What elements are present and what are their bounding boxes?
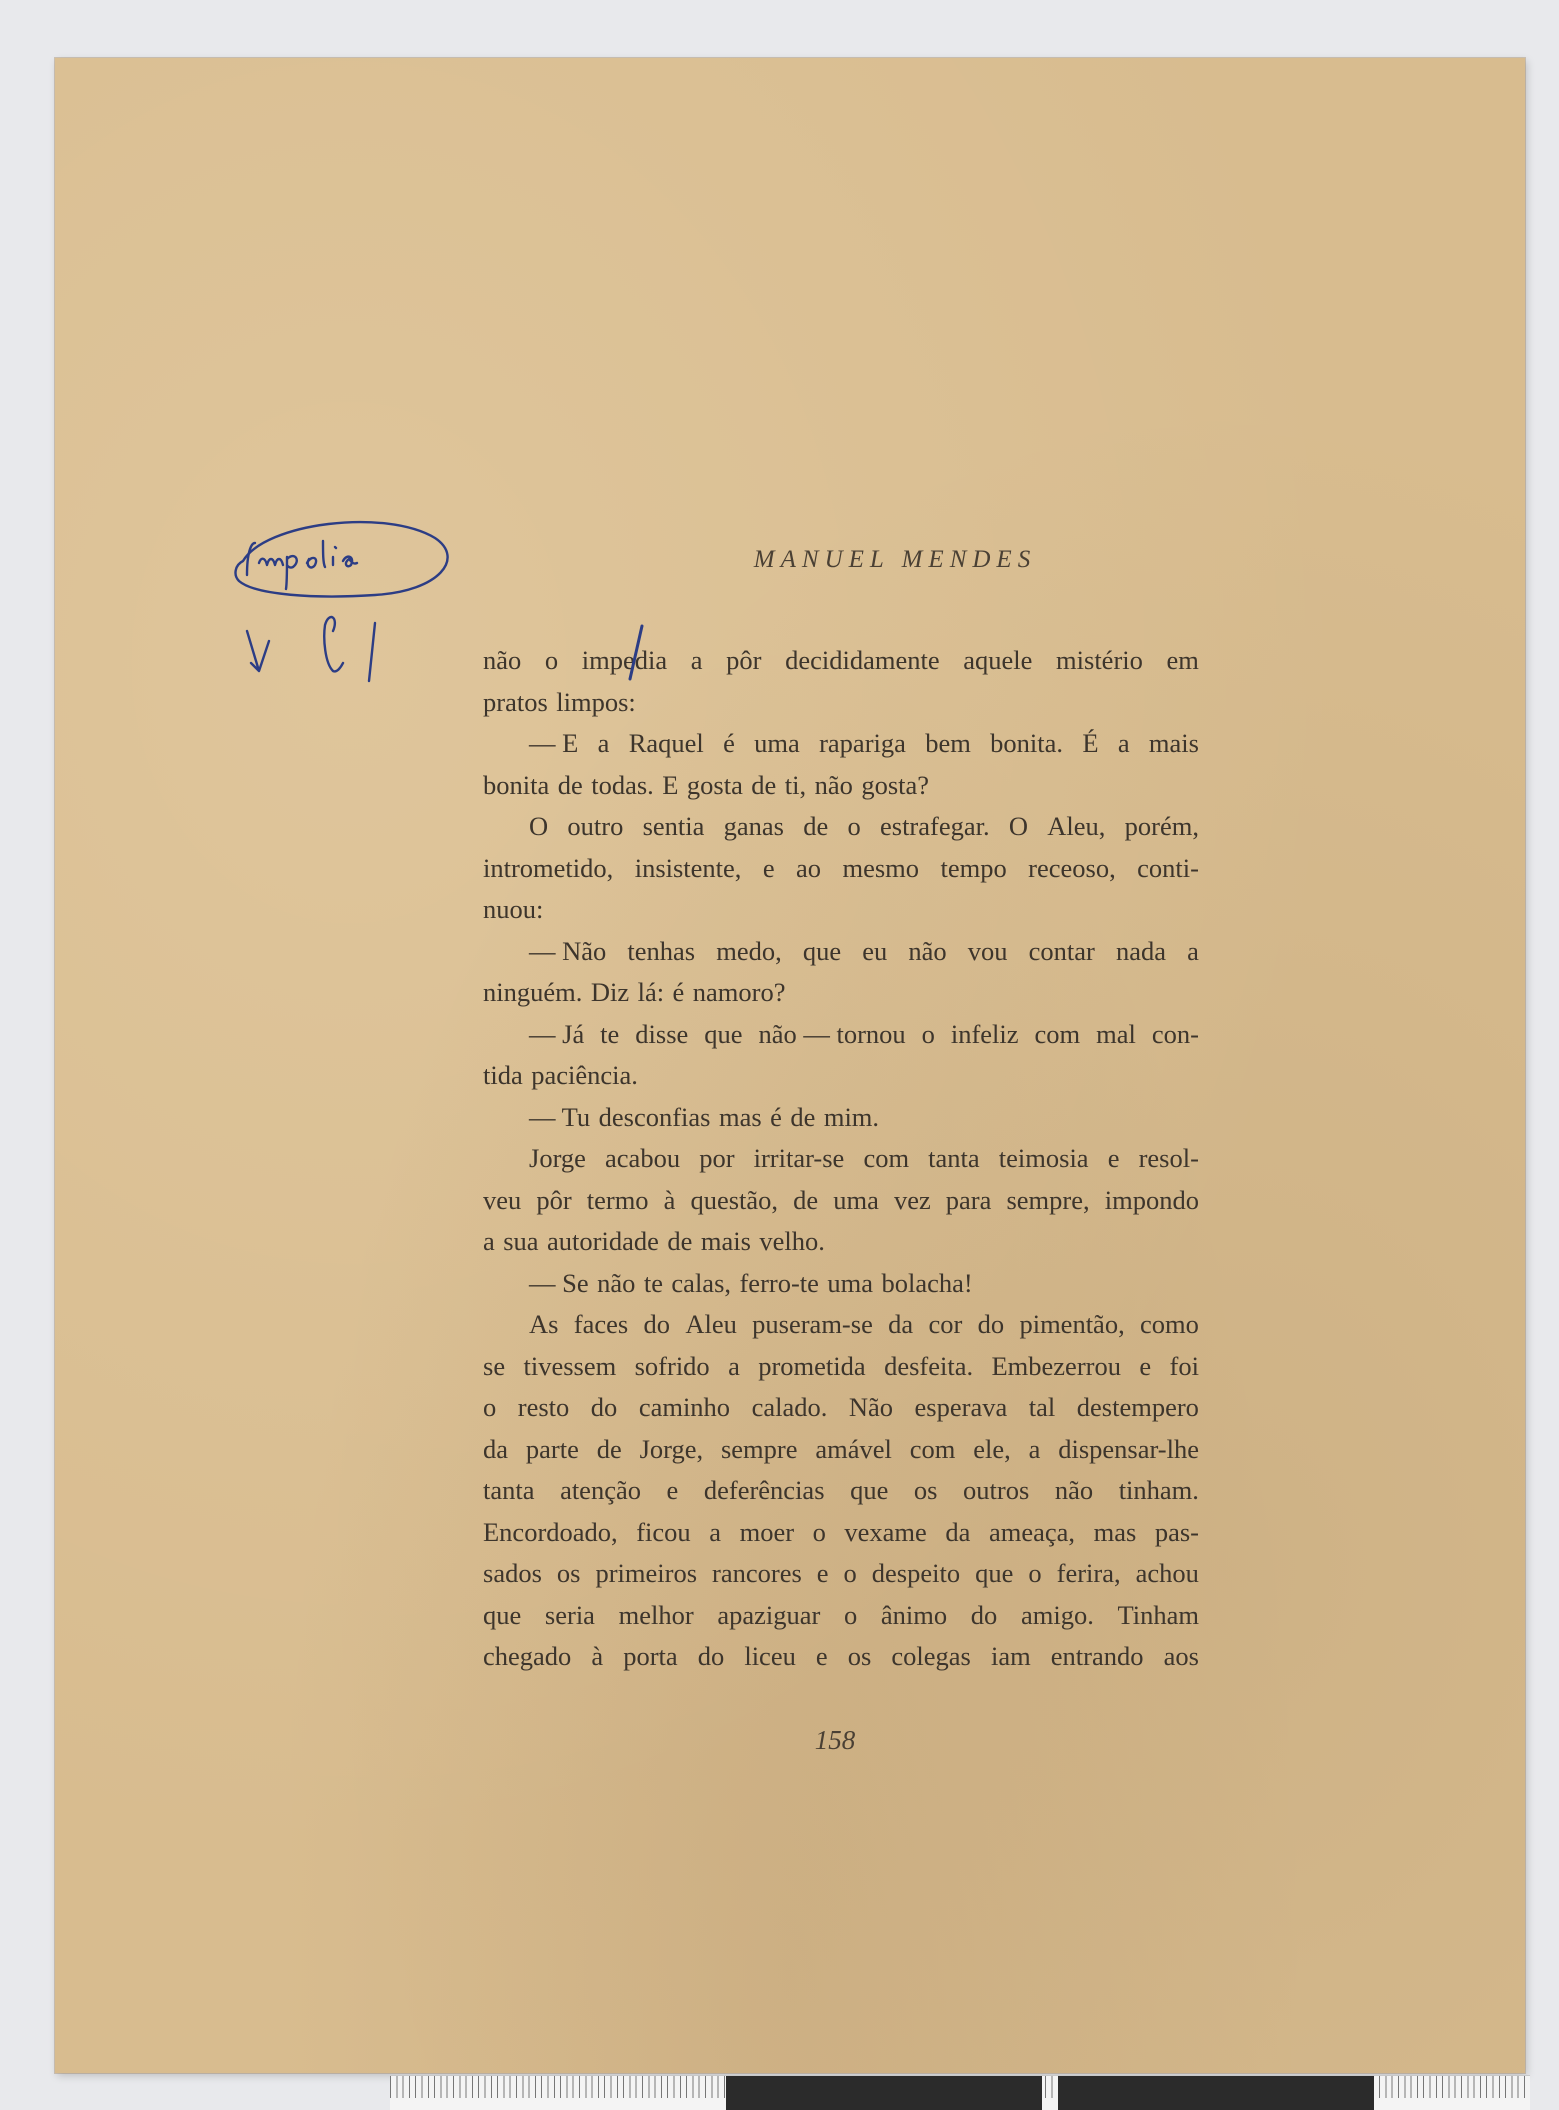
text-line bbox=[483, 1636, 1199, 1678]
word: nuou: bbox=[483, 894, 544, 924]
word: pôr bbox=[726, 645, 762, 675]
word: não bbox=[1054, 1475, 1094, 1505]
word: O bbox=[529, 811, 549, 841]
word: — Não bbox=[529, 935, 607, 966]
word: limpos: bbox=[556, 686, 636, 717]
scale-ruler bbox=[390, 2075, 1530, 2110]
word: do bbox=[970, 1599, 998, 1630]
word: mal bbox=[1096, 1018, 1136, 1049]
word: receoso, bbox=[1028, 852, 1116, 883]
word: lá: bbox=[637, 977, 665, 1007]
word: As bbox=[529, 1309, 559, 1339]
word: todas. bbox=[591, 769, 654, 800]
word: a bbox=[597, 728, 610, 758]
word: te bbox=[643, 1267, 663, 1298]
text-line bbox=[483, 1387, 1199, 1429]
word: tal bbox=[1028, 1392, 1056, 1422]
word: amigo. bbox=[1020, 1599, 1094, 1630]
word: eu bbox=[862, 935, 888, 966]
word: moer bbox=[739, 1516, 795, 1547]
word: termo bbox=[586, 1184, 649, 1215]
word: com bbox=[863, 1143, 910, 1173]
text-line bbox=[483, 1014, 1199, 1056]
word: pimentão, bbox=[1019, 1309, 1125, 1339]
word: do bbox=[590, 1392, 618, 1422]
word: rancores bbox=[712, 1558, 802, 1588]
word: seria bbox=[544, 1599, 595, 1630]
word: de bbox=[667, 1226, 693, 1256]
text-line bbox=[483, 848, 1199, 890]
word: ganas bbox=[723, 811, 784, 841]
word: impedia bbox=[581, 645, 668, 675]
word: mesmo bbox=[842, 852, 920, 883]
word: não bbox=[908, 935, 947, 966]
text-line bbox=[483, 972, 1199, 1014]
word: a bbox=[1187, 935, 1199, 966]
word: sua bbox=[503, 1226, 539, 1256]
word: infeliz bbox=[950, 1018, 1019, 1049]
word: velho. bbox=[759, 1226, 825, 1256]
word: Raquel bbox=[628, 728, 704, 758]
word: não — tornou bbox=[758, 1018, 906, 1049]
word: entrando bbox=[1050, 1641, 1144, 1671]
word: despeito bbox=[871, 1558, 961, 1588]
text-line bbox=[483, 1429, 1199, 1471]
word: irritar-se bbox=[753, 1143, 845, 1173]
word: intrometido, bbox=[483, 852, 614, 883]
word: tanta bbox=[928, 1143, 980, 1173]
body-text bbox=[483, 640, 1199, 1678]
word: Aleu, bbox=[1047, 811, 1106, 841]
word: de bbox=[751, 769, 777, 800]
word: prometida bbox=[758, 1350, 866, 1381]
word: uma bbox=[754, 728, 800, 758]
word: decididamente bbox=[785, 645, 940, 675]
word: tida bbox=[483, 1060, 523, 1090]
word: conti- bbox=[1137, 852, 1199, 883]
text-line bbox=[483, 723, 1199, 765]
word: o bbox=[921, 1018, 935, 1049]
word: estrafegar. bbox=[880, 811, 990, 841]
word: sados bbox=[483, 1558, 542, 1588]
word: porta bbox=[623, 1641, 678, 1671]
word: insistente, bbox=[634, 852, 742, 883]
word: os bbox=[556, 1558, 581, 1588]
text-line bbox=[483, 806, 1199, 848]
text-line bbox=[483, 640, 1199, 682]
word: ele, bbox=[973, 1433, 1011, 1464]
word: calado. bbox=[751, 1392, 828, 1422]
word: da bbox=[945, 1516, 971, 1547]
word: uma bbox=[833, 1184, 879, 1215]
word: Não bbox=[848, 1392, 894, 1422]
text-line bbox=[483, 1553, 1199, 1595]
word: não bbox=[814, 769, 853, 800]
word: e bbox=[1139, 1350, 1152, 1381]
word: do bbox=[697, 1641, 725, 1671]
word: mais bbox=[1148, 728, 1199, 758]
word: como bbox=[1140, 1309, 1199, 1339]
word: sempre, bbox=[1006, 1184, 1090, 1215]
running-head: MANUEL MENDES bbox=[753, 546, 1037, 573]
text-line bbox=[483, 1304, 1199, 1346]
word: ameaça, bbox=[988, 1516, 1076, 1547]
text-line bbox=[483, 1221, 1199, 1263]
word: que bbox=[483, 1599, 522, 1630]
word: do bbox=[643, 1309, 671, 1339]
word: uma bbox=[827, 1267, 874, 1298]
word: de bbox=[790, 1101, 816, 1132]
word: Jorge bbox=[529, 1143, 586, 1173]
word: e bbox=[762, 852, 775, 883]
word: sentia bbox=[642, 811, 705, 841]
word: parte bbox=[525, 1433, 579, 1464]
word: vou bbox=[967, 935, 1008, 966]
word: o bbox=[847, 811, 861, 841]
word: resol- bbox=[1138, 1143, 1199, 1173]
word: ao bbox=[796, 852, 822, 883]
word: de bbox=[803, 811, 829, 841]
word: — Se bbox=[529, 1267, 589, 1298]
word: acabou bbox=[605, 1143, 681, 1173]
word: ferira, bbox=[1056, 1558, 1121, 1588]
word: nada bbox=[1116, 935, 1167, 966]
word: con- bbox=[1151, 1018, 1199, 1049]
word: liceu bbox=[744, 1641, 796, 1671]
word: contar bbox=[1028, 935, 1095, 966]
word: ficou bbox=[636, 1516, 691, 1547]
word: por bbox=[699, 1143, 735, 1173]
word: deferências bbox=[703, 1475, 825, 1505]
text-line bbox=[483, 1180, 1199, 1222]
text-line bbox=[483, 765, 1199, 807]
word: ferro-te bbox=[739, 1267, 819, 1298]
word: mim. bbox=[823, 1101, 880, 1132]
word: e bbox=[816, 1558, 829, 1588]
word: pôr bbox=[536, 1184, 572, 1215]
text-line bbox=[483, 1470, 1199, 1512]
word: puseram-se bbox=[752, 1309, 873, 1339]
word: sofrido bbox=[634, 1350, 710, 1381]
word: ânimo bbox=[880, 1599, 948, 1630]
word: para bbox=[945, 1184, 992, 1215]
word: aquele bbox=[963, 645, 1033, 675]
word: que bbox=[975, 1558, 1014, 1588]
word: veu bbox=[483, 1184, 522, 1215]
word: se bbox=[483, 1350, 506, 1381]
word: tenhas bbox=[627, 935, 696, 966]
word: bonita bbox=[483, 769, 550, 800]
word: o bbox=[812, 1516, 826, 1547]
word: que bbox=[802, 935, 842, 966]
word: e bbox=[815, 1641, 828, 1671]
word: foi bbox=[1169, 1350, 1199, 1381]
word: não bbox=[483, 645, 522, 675]
word: gosta bbox=[686, 769, 743, 800]
word: o bbox=[843, 1558, 857, 1588]
word: medo, bbox=[716, 935, 782, 966]
word: à bbox=[663, 1184, 676, 1215]
word: faces bbox=[573, 1309, 629, 1339]
word: do bbox=[977, 1309, 1005, 1339]
word: e bbox=[1107, 1143, 1120, 1173]
word: é bbox=[723, 728, 735, 758]
text-line bbox=[483, 931, 1199, 973]
word: a bbox=[1028, 1433, 1041, 1464]
strike-mark-icon bbox=[626, 624, 646, 682]
word: atenção bbox=[560, 1475, 641, 1505]
word: resto bbox=[517, 1392, 570, 1422]
word: O bbox=[1008, 811, 1029, 841]
word: tinham. bbox=[1118, 1475, 1199, 1505]
word: bolacha! bbox=[881, 1267, 973, 1298]
word: Diz bbox=[590, 977, 630, 1007]
word: questão, bbox=[690, 1184, 779, 1215]
word: da bbox=[888, 1309, 914, 1339]
word: a bbox=[728, 1350, 740, 1381]
word: com bbox=[1034, 1018, 1081, 1049]
text-line bbox=[483, 889, 1199, 931]
word: a bbox=[690, 645, 703, 675]
word: tempo bbox=[940, 852, 1007, 883]
text-line bbox=[483, 1097, 1199, 1139]
word: chegado bbox=[483, 1641, 572, 1671]
word: porém, bbox=[1124, 811, 1199, 841]
word: esperava bbox=[914, 1392, 1008, 1422]
word: rapariga bbox=[819, 728, 906, 758]
correction-arrow bbox=[247, 631, 269, 671]
correction-circle bbox=[236, 522, 448, 596]
word: primeiros bbox=[595, 1558, 698, 1588]
word: que bbox=[704, 1018, 743, 1049]
text-line bbox=[483, 682, 1199, 724]
correction-bar-mark bbox=[369, 623, 375, 681]
word: em bbox=[1166, 645, 1199, 675]
word: vez bbox=[893, 1184, 931, 1215]
word: — Tu bbox=[529, 1101, 591, 1132]
word: os bbox=[913, 1475, 938, 1505]
correction-word-strokes bbox=[247, 541, 357, 589]
word: de bbox=[596, 1433, 622, 1464]
word: à bbox=[591, 1641, 604, 1671]
word: Aleu bbox=[685, 1309, 737, 1339]
word: — E bbox=[529, 728, 579, 758]
word: mas bbox=[1093, 1516, 1137, 1547]
word: vexame bbox=[844, 1516, 927, 1547]
word: desfeita. bbox=[884, 1350, 974, 1381]
word: a bbox=[483, 1226, 495, 1256]
word: caminho bbox=[638, 1392, 731, 1422]
word: o bbox=[544, 645, 559, 675]
word: teimosia bbox=[998, 1143, 1089, 1173]
word: a bbox=[709, 1516, 722, 1547]
word: É bbox=[1082, 728, 1099, 758]
word: namoro? bbox=[692, 977, 786, 1007]
word: pas- bbox=[1154, 1516, 1199, 1547]
text-line bbox=[483, 1595, 1199, 1637]
word: o bbox=[483, 1392, 497, 1422]
word: destempero bbox=[1076, 1392, 1199, 1422]
word: te bbox=[600, 1018, 620, 1049]
text-line bbox=[483, 1055, 1199, 1097]
word: dispensar-lhe bbox=[1058, 1433, 1199, 1464]
word: o bbox=[1028, 1558, 1042, 1588]
word: e bbox=[666, 1475, 679, 1505]
text-line bbox=[483, 1346, 1199, 1388]
word: colegas bbox=[891, 1641, 971, 1671]
word: E bbox=[662, 769, 679, 800]
word: ninguém. bbox=[483, 977, 583, 1007]
word: pratos bbox=[483, 686, 548, 717]
word: tivessem bbox=[523, 1350, 617, 1381]
word: da bbox=[483, 1433, 509, 1464]
word: cor bbox=[928, 1309, 963, 1339]
word: mas bbox=[718, 1101, 762, 1132]
correction-l-mark bbox=[324, 617, 343, 671]
word: desconfias bbox=[598, 1101, 711, 1132]
word: mais bbox=[700, 1226, 751, 1256]
word: a bbox=[1117, 728, 1130, 758]
word: que bbox=[850, 1475, 889, 1505]
text-line bbox=[483, 1512, 1199, 1554]
word: autoridade bbox=[547, 1226, 659, 1256]
word: gosta? bbox=[861, 769, 930, 800]
word: achou bbox=[1135, 1558, 1199, 1588]
word: Encordoado, bbox=[483, 1516, 618, 1547]
word: disse bbox=[635, 1018, 689, 1049]
word: mistério bbox=[1056, 645, 1143, 675]
word: Tinham bbox=[1117, 1599, 1199, 1630]
word: bonita. bbox=[990, 728, 1064, 758]
word: tanta bbox=[483, 1475, 535, 1505]
word: iam bbox=[990, 1641, 1031, 1671]
word: não bbox=[597, 1267, 636, 1298]
word: de bbox=[793, 1184, 819, 1215]
word: de bbox=[557, 769, 583, 800]
word: os bbox=[847, 1641, 872, 1671]
word: — Já bbox=[529, 1018, 585, 1049]
word: apaziguar bbox=[717, 1599, 821, 1630]
word: o bbox=[843, 1599, 858, 1630]
word: calas, bbox=[671, 1267, 732, 1298]
word: é bbox=[672, 977, 685, 1007]
page-number: 158 bbox=[814, 1725, 856, 1755]
handwritten-correction-icon bbox=[225, 513, 465, 713]
word: paciência. bbox=[531, 1060, 638, 1090]
word: outros bbox=[963, 1475, 1030, 1505]
page-sheet bbox=[55, 58, 1525, 2073]
word: sempre bbox=[720, 1433, 798, 1464]
word: Jorge, bbox=[639, 1433, 704, 1464]
word: é bbox=[770, 1101, 782, 1132]
word: melhor bbox=[618, 1599, 694, 1630]
text-line bbox=[483, 1138, 1199, 1180]
word: amável bbox=[815, 1433, 892, 1464]
word: impondo bbox=[1104, 1184, 1199, 1215]
word: outro bbox=[567, 811, 624, 841]
text-line bbox=[483, 1263, 1199, 1305]
word: ti, bbox=[784, 769, 807, 800]
word: bem bbox=[925, 728, 971, 758]
word: Embezerrou bbox=[991, 1350, 1121, 1381]
word: com bbox=[909, 1433, 956, 1464]
word: aos bbox=[1163, 1641, 1199, 1671]
